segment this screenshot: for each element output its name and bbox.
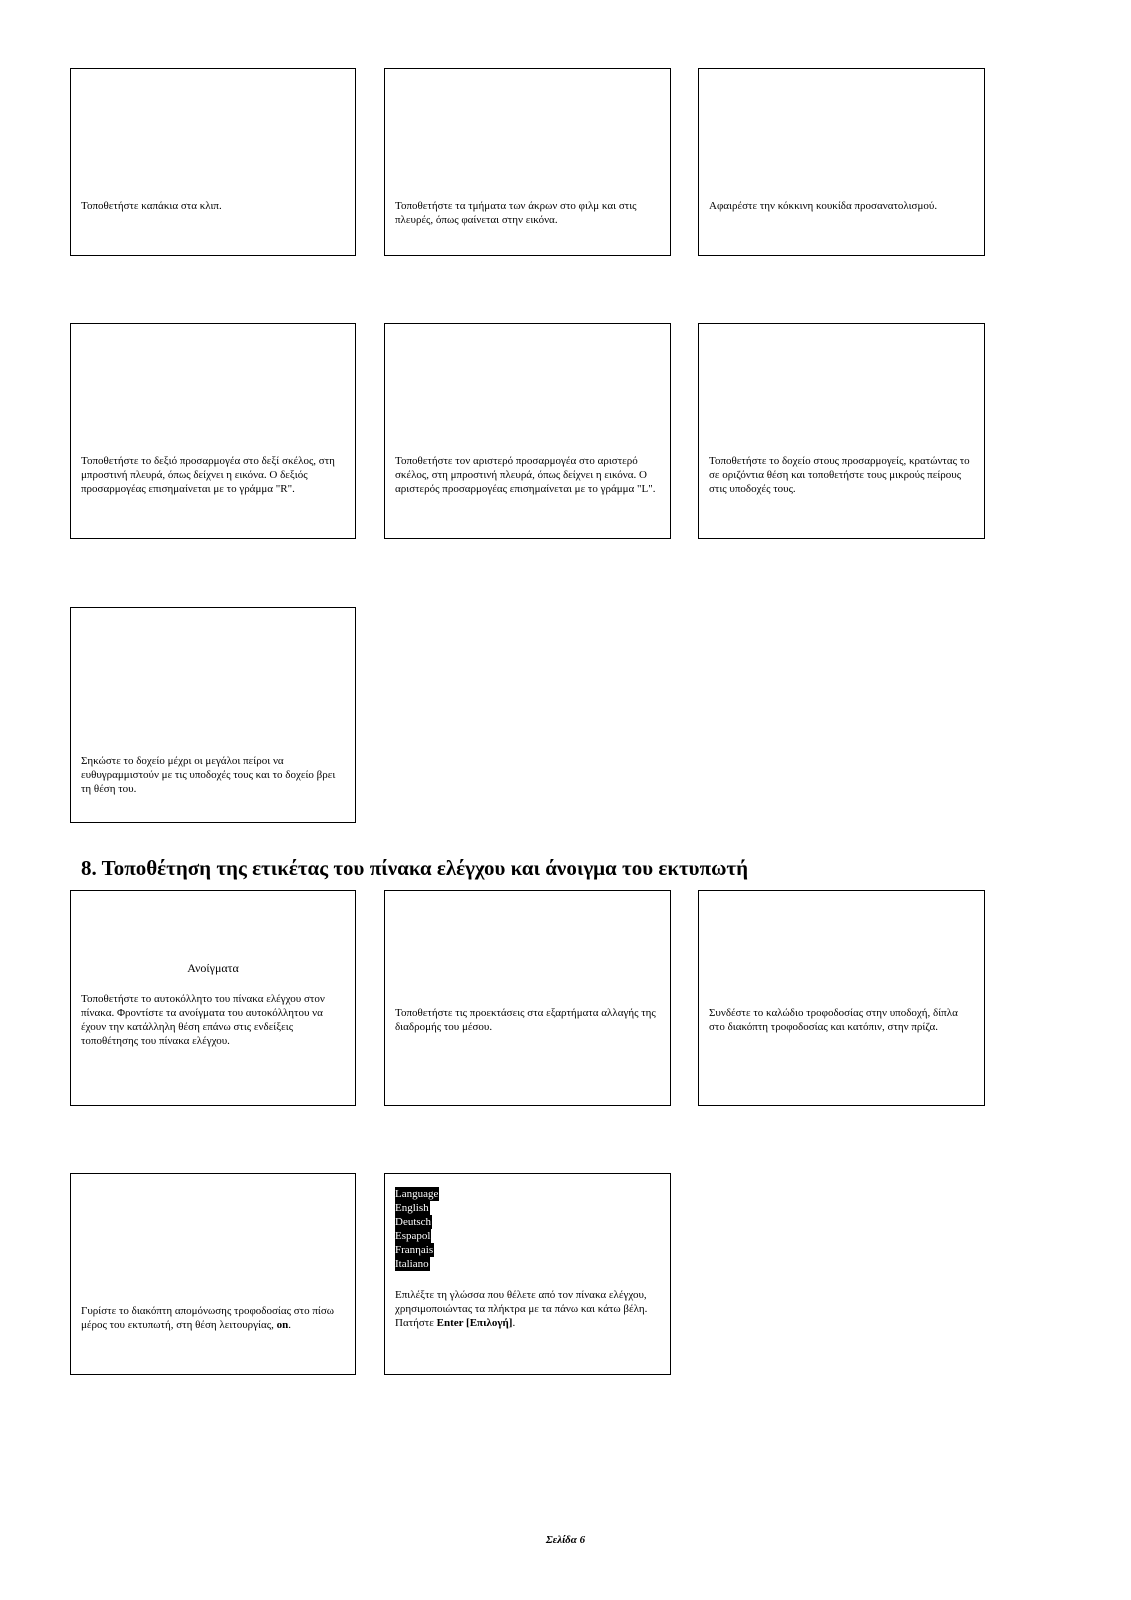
step-box-power-switch: [70, 1173, 356, 1375]
step-caption: Σηκώστε το δοχείο μέχρι οι μεγάλοι πείροι να ευθυγραμμιστούν με τις υποδοχές τους και το δοχείο βρει τη θέση του.: [81, 755, 336, 795]
section-heading: 8. Τοποθέτηση της ετικέτας του πίνακα ελέγχου και άνοιγμα του εκτυπωτή: [81, 856, 749, 880]
caption-bold: Enter [Επιλογή]: [436, 1317, 513, 1329]
step-box-lift-container: [70, 607, 356, 823]
caption-bold: on: [276, 1319, 289, 1331]
step-box-red-dot: [698, 68, 985, 256]
language-option-deutsch: Deutsch: [395, 1216, 432, 1228]
step-caption: Τοποθετήστε το αυτοκόλλητο του πίνακα ελέγχου στον πίνακα. Φροντίστε τα ανοίγματα του αυτοκόλλητου να έχουν την κατάλληλη θέση επάνω στις ενδείξεις τοποθέτησης του πίνακα ελέγχου.: [81, 993, 325, 1047]
caption-text-end: .: [512, 1317, 516, 1329]
caption-text: Γυρίστε το διακόπτη απομόνωσης τροφοδοσίας στο πίσω μέρος του εκτυπωτή, στη θέση λειτουργίας,: [81, 1305, 335, 1331]
step-caption: [81, 1304, 345, 1332]
language-option-francais: Franηais: [395, 1244, 434, 1256]
step-caption: Αφαιρέστε την κόκκινη κουκίδα προσανατολισμού.: [709, 200, 938, 212]
step-caption: Τοποθετήστε το δοχείο στους προσαρμογείς, κρατώντας το σε οριζόντια θέση και τοποθετήστε τους μικρούς πείρους στις υποδοχές τους.: [709, 455, 970, 495]
step-caption: Τοποθετήστε το δεξιό προσαρμογέα στο δεξί σκέλος, στη μπροστινή πλευρά, όπως δείχνει η εικόνα. Ο δεξιός προσαρμογέας επισημαίνεται με το γράμμα "R".: [81, 455, 335, 495]
caption-text: Επιλέξτε τη γλώσσα που θέλετε από τον πίνακα ελέγχου, χρησιμοποιώντας τα πλήκτρα με τα πάνω και κάτω βέλη. Πατήστε: [395, 1289, 648, 1329]
language-option-english: English: [395, 1202, 429, 1214]
step-caption: [395, 1288, 660, 1330]
step-caption: Τοποθετήστε καπάκια στα κλιπ.: [81, 200, 222, 212]
step-box-end-sections: [384, 68, 671, 256]
caption-text-end: .: [288, 1319, 291, 1331]
step-caption: Συνδέστε το καλώδιο τροφοδοσίας στην υποδοχή, δίπλα στο διακόπτη τροφοδοσίας και κατόπιν, στην πρίζα.: [709, 1007, 958, 1033]
openings-label: Ανοίγματα: [187, 961, 239, 975]
step-box-place-container: [698, 323, 985, 539]
step-caption: Τοποθετήστε τις προεκτάσεις στα εξαρτήματα αλλαγής της διαδρομής του μέσου.: [395, 1007, 656, 1033]
step-box-panel-label: [70, 890, 356, 1106]
step-box-power-cable: [698, 890, 985, 1106]
step-box-cap-clips: [70, 68, 356, 256]
language-option-italiano: Italiano: [395, 1258, 429, 1270]
step-box-extensions: [384, 890, 671, 1106]
page-footer: Σελίδα 6: [545, 1534, 586, 1546]
language-menu: [395, 1187, 439, 1271]
language-menu-title: Language: [395, 1188, 439, 1200]
step-box-right-adapter: [70, 323, 356, 539]
step-caption: Τοποθετήστε τον αριστερό προσαρμογέα στο αριστερό σκέλος, στη μπροστινή πλευρά, όπως δείχνει η εικόνα. Ο αριστερός προσαρμογέας επισημαίνεται με το γράμμα "L".: [395, 455, 656, 495]
language-option-espanol: Espapol: [395, 1230, 431, 1242]
step-box-left-adapter: [384, 323, 671, 539]
step-box-language: [384, 1173, 671, 1375]
step-caption: Τοποθετήστε τα τμήματα των άκρων στο φιλμ και στις πλευρές, όπως φαίνεται στην εικόνα.: [395, 200, 637, 226]
